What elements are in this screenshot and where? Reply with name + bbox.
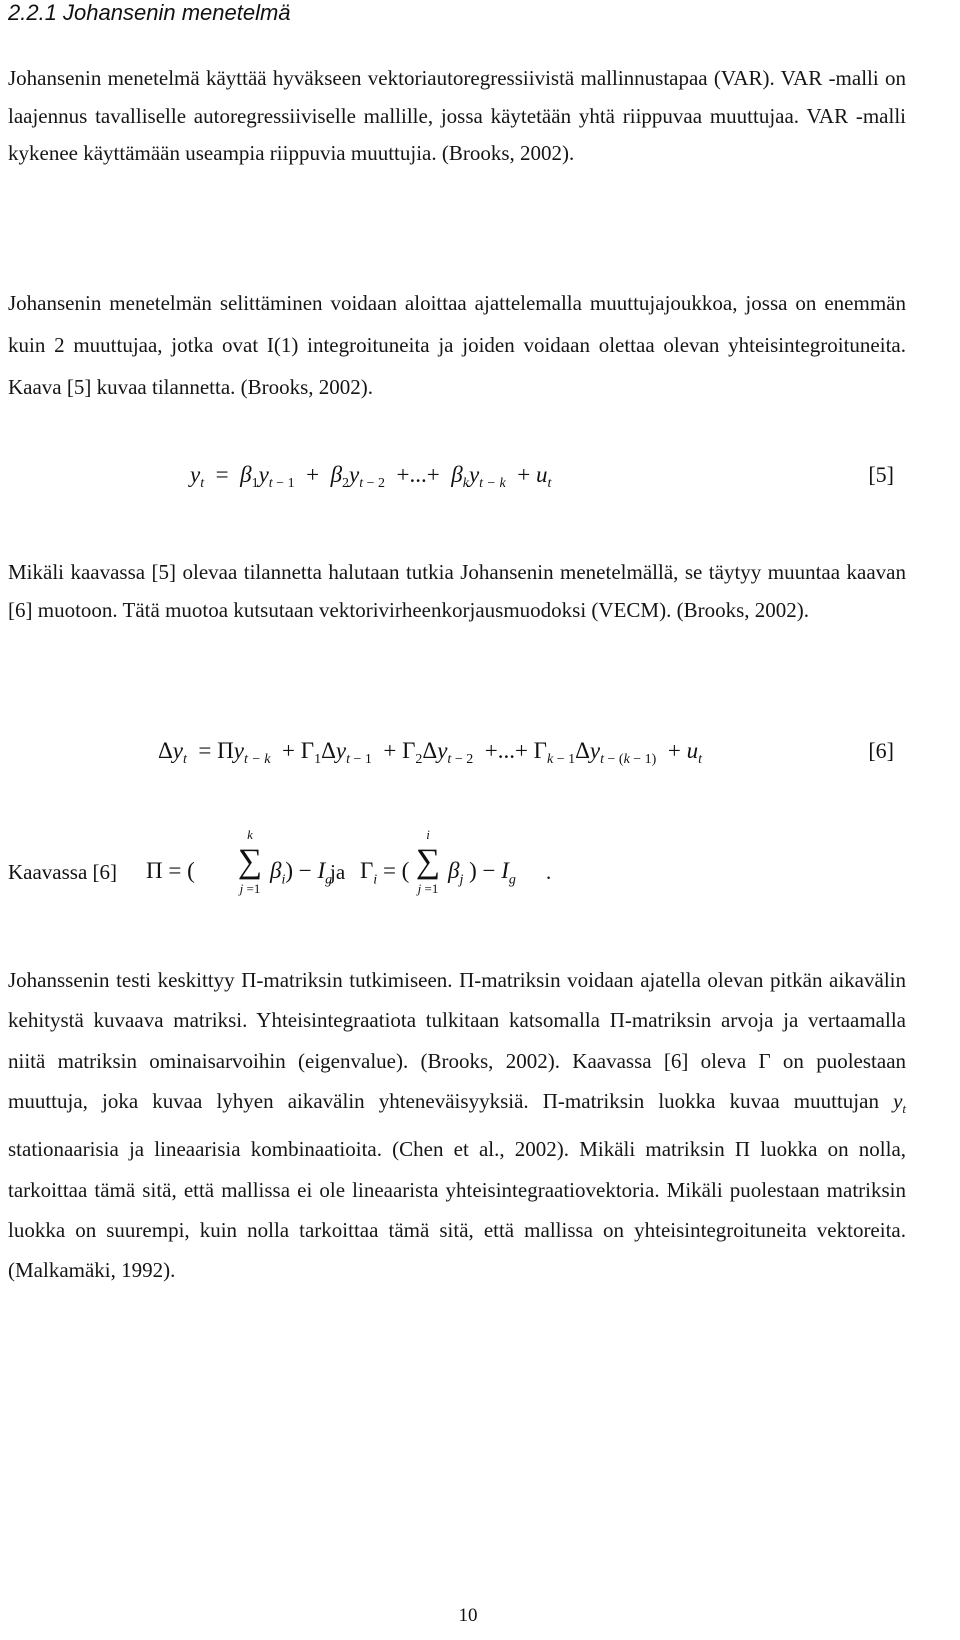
pi-symbol: Π xyxy=(542,1088,558,1113)
p4-sentence-4b: stationaarisia ja lineaarisia kombinaatioita. (Chen et al., 2002). Mikäli matriksin xyxy=(8,1137,725,1162)
definitions-lead: Kaavassa [6] xyxy=(8,860,118,884)
paragraph-johansen-method: Johansenin menetelmän selittäminen voidaan aloittaa ajattelemalla muuttujajoukkoa, jossa on enemmän kuin 2 muuttujaa, jotka ovat I(1) integroituneita ja joiden voidaan olettaa olevan yhteisintegroituneita. Kaava [5] kuvaa tilannetta. (Brooks, 2002). xyxy=(8,291,906,399)
document-page xyxy=(8,0,908,1640)
pi-symbol: Π xyxy=(609,1008,625,1033)
p4-sentence-2a: -matriksin voidaan ajatella olevan pitkän aikavälin kehitystä kuvaava matriksi. Yhteisintegraatiota tulkitaan katsomalla xyxy=(8,968,906,1033)
pi-symbol: Π xyxy=(734,1137,751,1162)
p4-sentence-4a: -matriksin luokka kuvaa muuttujan xyxy=(557,1088,879,1113)
definitions-end: . xyxy=(546,860,552,884)
yt-symbol: $y_t$ xyxy=(893,1088,907,1117)
definitions-conjunction: ja xyxy=(330,860,346,884)
gamma-definition-rhs: $\beta_j$ ) − $I_g$ xyxy=(448,858,516,888)
sum-sign-1: k ∑ j =1 xyxy=(237,827,263,896)
page-number: 10 xyxy=(458,1605,478,1626)
equation-6-formula: $\Delta y_t = \Pi y_{t - k} + \Gamma_1\Delta y_{t - 1} + \Gamma_2\Delta y_{t - 2}$ +...+ $\Gamma_{k - 1}\Delta y_{t - (k - 1)} + u_t$ xyxy=(158,738,702,767)
sum-sign-2: i ∑ j =1 xyxy=(415,827,441,896)
equation-5-formula: $y_t = \beta_1y_{t - 1} + \beta_2y_{t - 2}$ +...+ $\beta_ky_{t - k} + u_t$ xyxy=(190,462,552,491)
definitions-line xyxy=(8,828,906,918)
section-heading: 2.2.1 Johansenin menetelmä xyxy=(8,0,291,25)
pi-definition-rhs: $\beta_i) - I_g$ xyxy=(270,858,333,888)
p4-sentence-3: on puolestaan muuttuja, joka kuvaa lyhyen aikavälin yhteneväisyyksiä. xyxy=(8,1048,907,1113)
pi-symbol: Π xyxy=(241,968,257,992)
p4-sentence-2b: -matriksin arvoja ja vertaamalla niitä matriksin ominaisarvoihin (eigenvalue). (Brooks, 2002). Kaavassa [6] oleva xyxy=(8,1008,906,1073)
p4-sentence-5: luokka on nolla, tarkoittaa tämä sitä, että mallissa ei ole lineaarista yhteisintegraatiovektoria. Mikäli puolestaan matriksin luokka on suurempi, kuin nolla tarkoittaa tämä sitä, että mallissa on yhteisintegroituneita vektoreita. (Malkamäki, 1992). xyxy=(8,1137,907,1283)
gamma-definition-lhs: $\Gamma_i$ = ( xyxy=(360,858,410,888)
p4-sentence-1b: -matriksin tutkimiseen. xyxy=(256,968,453,992)
equation-6-number: [6] xyxy=(868,738,894,763)
p4-sentence-1a: Johanssenin testi keskittyy xyxy=(8,968,235,992)
pi-definition-lhs: Π = ( xyxy=(146,858,195,883)
paragraph-var-intro: Johansenin menetelmä käyttää hyväkseen vektoriautoregressiivistä mallinnustapaa (VAR). VAR -malli on laajennus tavalliselle autoregressiiviselle mallille, jossa käytetään yhtä riippuvaa muuttujaa. VAR -malli kykenee käyttämään useampia riippuvia muuttujia. (Brooks, 2002). xyxy=(8,66,906,165)
paragraph-pi-matrix xyxy=(8,960,906,1291)
equation-5-number: [5] xyxy=(868,462,894,487)
gamma-symbol: Γ xyxy=(758,1048,771,1073)
paragraph-vecm: Mikäli kaavassa [5] olevaa tilannetta halutaan tutkia Johansenin menetelmällä, se täytyy muuntaa kaavan [6] muotoon. Tätä muotoa kutsutaan vektorivirheenkorjausmuodoksi (VECM). (Brooks, 2002). xyxy=(8,560,906,622)
pi-symbol: Π xyxy=(459,968,475,992)
